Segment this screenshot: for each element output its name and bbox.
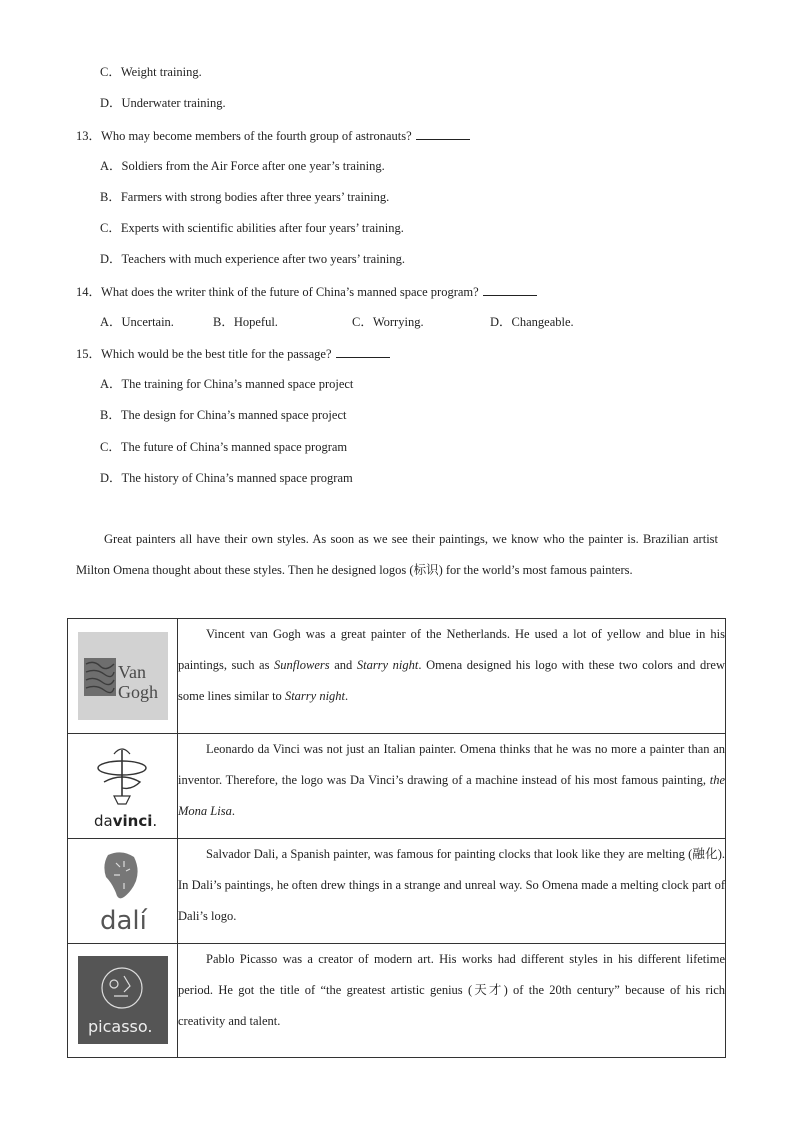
van-gogh-logo: [78, 632, 168, 720]
q14-option-a: A．Uncertain.: [100, 315, 174, 329]
q14-option-b: B．Hopeful.: [213, 315, 278, 329]
picasso-description: Pablo Picasso was a creator of modern art. His works had different styles in his different lifetime period. He got the title of “the greatest artistic genius (天才) of the 20th century” because of his rich creativity and talent.: [178, 944, 726, 1058]
q13-option-d: D．Teachers with much experience after two years’ training.: [100, 252, 406, 266]
q15-option-a: A．The training for China’s manned space project: [100, 377, 354, 391]
table-row: [68, 944, 726, 1058]
q14-stem: 14．What does the writer think of the future of China’s manned space program?: [76, 283, 537, 300]
table-row: [68, 619, 726, 734]
q15-stem: 15．Which would be the best title for the passage?: [76, 345, 390, 362]
q12-option-d: D．Underwater training.: [100, 96, 226, 110]
logo-cell: [68, 944, 178, 1058]
svg-text:picasso.: picasso.: [88, 1017, 153, 1036]
svg-text:Van: Van: [118, 662, 146, 682]
picasso-logo: [78, 956, 168, 1044]
table-row: [68, 839, 726, 944]
q15-option-b: B．The design for China’s manned space project: [100, 408, 347, 422]
svg-text:Gogh: Gogh: [118, 682, 158, 702]
q14-option-d: D．Changeable.: [490, 315, 574, 329]
van-gogh-description: Vincent van Gogh was a great painter of the Netherlands. He used a lot of yellow and blue in his paintings, such as Sunflowers and Starry night. Omena designed his logo with these two colors and drew some lines similar to Starry night.: [178, 619, 726, 734]
q13-option-c: C．Experts with scientific abilities after four years’ training.: [100, 221, 404, 235]
answer-blank: [483, 283, 537, 296]
da-vinci-description: Leonardo da Vinci was not just an Italian painter. Omena thinks that he was no more a painter than an inventor. Therefore, the logo was Da Vinci’s drawing of a machine instead of his most famous painting, the Mona Lisa.: [178, 734, 726, 839]
svg-text:davinci.: davinci.: [94, 812, 158, 830]
q14-option-c: C．Worrying.: [352, 315, 424, 329]
passage-intro: Great painters all have their own styles. As soon as we see their paintings, we know who the painter is. Brazilian artist Milton Omena thought about these styles. Then he designed logos (标识) for the world’s most famous painters.: [76, 532, 718, 577]
table-row: [68, 734, 726, 839]
dali-logo: [78, 847, 168, 935]
dali-description: Salvador Dali, a Spanish painter, was famous for painting clocks that look like they are melting (融化). In Dali’s paintings, he often drew things in a strange and unreal way. So Omena made a melting clock part of Dali’s logo.: [178, 839, 726, 944]
answer-blank: [416, 127, 470, 140]
painters-table: [67, 618, 726, 1058]
q12-option-c: C．Weight training.: [100, 65, 202, 79]
q13-option-b: B．Farmers with strong bodies after three years’ training.: [100, 190, 390, 204]
q15-option-c: C．The future of China’s manned space program: [100, 440, 348, 454]
logo-cell: [68, 619, 178, 734]
logo-cell: [68, 734, 178, 839]
svg-text:dalí: dalí: [100, 906, 147, 935]
q13-option-a: A．Soldiers from the Air Force after one year’s training.: [100, 159, 385, 173]
logo-cell: [68, 839, 178, 944]
q13-stem: 13．Who may become members of the fourth group of astronauts?: [76, 127, 470, 144]
q15-option-d: D．The history of China’s manned space program: [100, 471, 353, 485]
da-vinci-logo: [78, 742, 168, 830]
answer-blank: [336, 345, 390, 358]
